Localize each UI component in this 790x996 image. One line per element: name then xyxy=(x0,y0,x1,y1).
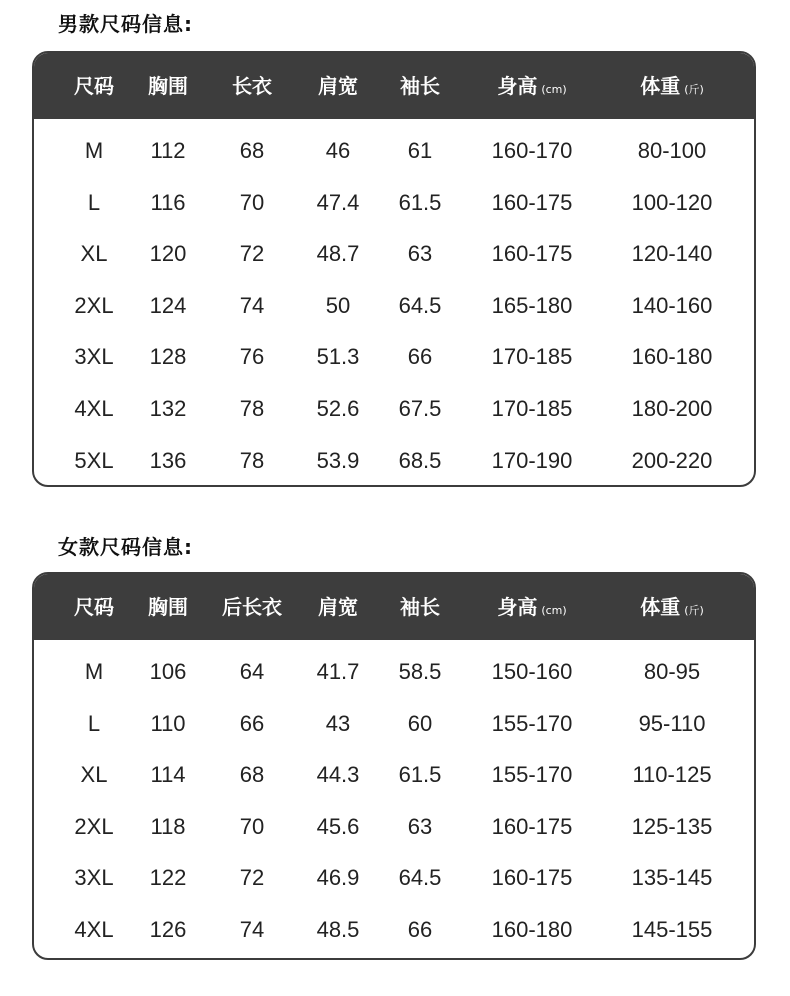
women-header-chest xyxy=(148,574,188,640)
women-cell-height: 160-175 xyxy=(491,865,573,891)
women-header-unit: (cm) xyxy=(541,604,567,617)
table-row xyxy=(34,280,754,332)
women-header-weight xyxy=(640,574,704,640)
women-cell-shoulder: 45.6 xyxy=(316,813,360,839)
men-header-label: 尺码 xyxy=(74,74,114,98)
women-section-title: 女款尺码信息: xyxy=(58,535,193,559)
women-header-sleeve xyxy=(400,574,440,640)
women-cell-shoulder: 43 xyxy=(325,710,351,736)
women-cell-sleeve: 60 xyxy=(407,710,433,736)
women-cell-length: 68 xyxy=(239,762,265,788)
women-cell-size: 3XL xyxy=(74,865,114,891)
men-cell-sleeve: 66 xyxy=(407,344,433,370)
women-header-size xyxy=(74,574,114,640)
women-cell-height: 160-175 xyxy=(491,813,573,839)
women-cell-size: 2XL xyxy=(74,813,114,839)
men-cell-size: L xyxy=(87,189,101,215)
women-cell-chest: 114 xyxy=(150,762,186,788)
men-cell-length: 68 xyxy=(239,138,265,163)
women-cell-sleeve: 66 xyxy=(407,917,433,942)
men-cell-sleeve: 64.5 xyxy=(398,292,442,318)
table-row xyxy=(34,698,754,750)
table-row xyxy=(34,331,754,383)
men-cell-size: 2XL xyxy=(74,292,114,318)
table-row xyxy=(34,801,754,853)
men-header-label: 肩宽 xyxy=(318,74,358,98)
men-header-unit: (斤) xyxy=(684,83,704,96)
men-cell-weight: 120-140 xyxy=(631,241,713,267)
men-cell-weight: 140-160 xyxy=(631,292,713,318)
women-header-label: 肩宽 xyxy=(318,595,358,619)
women-cell-weight: 95-110 xyxy=(638,710,706,736)
women-header-length xyxy=(222,574,282,640)
men-cell-size: M xyxy=(84,138,104,163)
women-cell-weight: 110-125 xyxy=(632,762,712,788)
men-cell-chest: 124 xyxy=(149,292,187,318)
women-cell-length: 64 xyxy=(239,659,265,684)
men-header-sleeve xyxy=(400,53,440,119)
women-cell-size: M xyxy=(84,659,104,684)
men-cell-chest: 136 xyxy=(149,447,187,473)
men-cell-weight: 100-120 xyxy=(631,189,713,215)
men-header-label: 长衣 xyxy=(232,74,272,98)
men-cell-length: 78 xyxy=(239,396,265,421)
men-cell-height: 170-185 xyxy=(491,344,573,370)
men-header-unit: (cm) xyxy=(541,83,567,96)
men-cell-size: XL xyxy=(80,241,108,267)
men-cell-length: 70 xyxy=(239,189,265,215)
men-cell-shoulder: 52.6 xyxy=(316,396,360,421)
men-cell-shoulder: 47.4 xyxy=(316,189,360,215)
men-cell-height: 160-175 xyxy=(491,241,573,267)
women-cell-height: 155-170 xyxy=(491,710,573,736)
women-cell-length: 72 xyxy=(239,865,265,891)
men-header-label: 胸围 xyxy=(148,74,188,98)
women-header-label: 胸围 xyxy=(148,595,188,619)
women-cell-length: 70 xyxy=(239,813,265,839)
women-header-height xyxy=(497,574,566,640)
women-cell-shoulder: 41.7 xyxy=(316,659,360,684)
men-table-header xyxy=(34,53,754,119)
men-header-chest xyxy=(148,53,188,119)
women-cell-height: 155-170 xyxy=(491,762,573,788)
men-cell-shoulder: 50 xyxy=(325,292,351,318)
women-cell-height: 160-180 xyxy=(491,917,573,942)
women-cell-height: 150-160 xyxy=(491,659,573,684)
table-row xyxy=(34,228,754,280)
men-header-weight xyxy=(640,53,704,119)
women-cell-weight: 135-145 xyxy=(631,865,713,891)
table-row xyxy=(34,904,754,956)
table-row xyxy=(34,749,754,801)
men-header-label: 袖长 xyxy=(400,74,440,98)
men-cell-size: 4XL xyxy=(74,396,114,421)
men-cell-sleeve: 63 xyxy=(407,241,433,267)
women-table-header xyxy=(34,574,754,640)
women-cell-weight: 125-135 xyxy=(631,813,713,839)
men-header-height xyxy=(497,53,566,119)
women-cell-sleeve: 64.5 xyxy=(398,865,442,891)
men-cell-sleeve: 61.5 xyxy=(398,189,442,215)
women-header-label: 袖长 xyxy=(400,595,440,619)
men-cell-chest: 116 xyxy=(150,189,186,215)
women-cell-weight: 80-95 xyxy=(643,659,701,684)
table-row xyxy=(34,435,754,487)
men-header-label: 身高 xyxy=(497,74,538,98)
women-cell-sleeve: 58.5 xyxy=(398,659,442,684)
men-cell-length: 74 xyxy=(239,292,265,318)
men-cell-height: 165-180 xyxy=(491,292,573,318)
women-cell-shoulder: 48.5 xyxy=(316,917,360,942)
women-cell-size: L xyxy=(87,710,101,736)
men-cell-shoulder: 46 xyxy=(325,138,351,163)
women-cell-weight: 145-155 xyxy=(631,917,713,942)
table-row xyxy=(34,646,754,698)
men-cell-size: 5XL xyxy=(74,447,114,473)
women-header-label: 体重 xyxy=(640,595,681,619)
men-cell-shoulder: 48.7 xyxy=(316,241,360,267)
men-cell-length: 72 xyxy=(239,241,265,267)
women-header-label: 后长衣 xyxy=(222,595,282,619)
men-header-length xyxy=(232,53,272,119)
men-cell-chest: 112 xyxy=(150,138,186,163)
men-size-table xyxy=(32,51,756,487)
men-cell-chest: 120 xyxy=(149,241,187,267)
men-cell-shoulder: 51.3 xyxy=(316,344,360,370)
men-cell-weight: 80-100 xyxy=(637,138,707,163)
men-cell-weight: 180-200 xyxy=(631,396,713,421)
men-cell-shoulder: 53.9 xyxy=(316,447,360,473)
men-cell-height: 160-170 xyxy=(491,138,573,163)
table-row xyxy=(34,852,754,904)
men-cell-height: 170-185 xyxy=(491,396,573,421)
women-cell-size: 4XL xyxy=(74,917,114,942)
women-cell-shoulder: 46.9 xyxy=(316,865,360,891)
women-header-label: 尺码 xyxy=(74,595,114,619)
women-cell-length: 74 xyxy=(239,917,265,942)
men-cell-length: 76 xyxy=(239,344,265,370)
women-cell-chest: 106 xyxy=(149,659,187,684)
women-cell-chest: 122 xyxy=(149,865,187,891)
women-header-unit: (斤) xyxy=(684,604,704,617)
women-cell-chest: 118 xyxy=(150,813,186,839)
men-cell-sleeve: 61 xyxy=(407,138,433,163)
women-cell-sleeve: 61.5 xyxy=(398,762,442,788)
women-cell-length: 66 xyxy=(239,710,265,736)
men-header-shoulder xyxy=(318,53,358,119)
women-cell-sleeve: 63 xyxy=(407,813,433,839)
men-cell-chest: 132 xyxy=(149,396,187,421)
women-cell-shoulder: 44.3 xyxy=(316,762,360,788)
women-cell-chest: 110 xyxy=(150,710,186,736)
men-cell-height: 160-175 xyxy=(491,189,573,215)
women-size-table xyxy=(32,572,756,960)
women-cell-size: XL xyxy=(80,762,108,788)
table-row xyxy=(34,177,754,229)
men-cell-length: 78 xyxy=(239,447,265,473)
table-row xyxy=(34,125,754,177)
men-header-size xyxy=(74,53,114,119)
men-cell-sleeve: 67.5 xyxy=(398,396,442,421)
men-cell-sleeve: 68.5 xyxy=(398,447,442,473)
men-cell-size: 3XL xyxy=(74,344,114,370)
men-cell-height: 170-190 xyxy=(491,447,573,473)
men-header-label: 体重 xyxy=(640,74,681,98)
women-header-label: 身高 xyxy=(497,595,538,619)
men-cell-weight: 200-220 xyxy=(631,447,713,473)
women-header-shoulder xyxy=(318,574,358,640)
men-cell-weight: 160-180 xyxy=(631,344,713,370)
table-row xyxy=(34,383,754,435)
men-section-title: 男款尺码信息: xyxy=(58,12,193,36)
women-cell-chest: 126 xyxy=(149,917,187,942)
men-cell-chest: 128 xyxy=(149,344,187,370)
